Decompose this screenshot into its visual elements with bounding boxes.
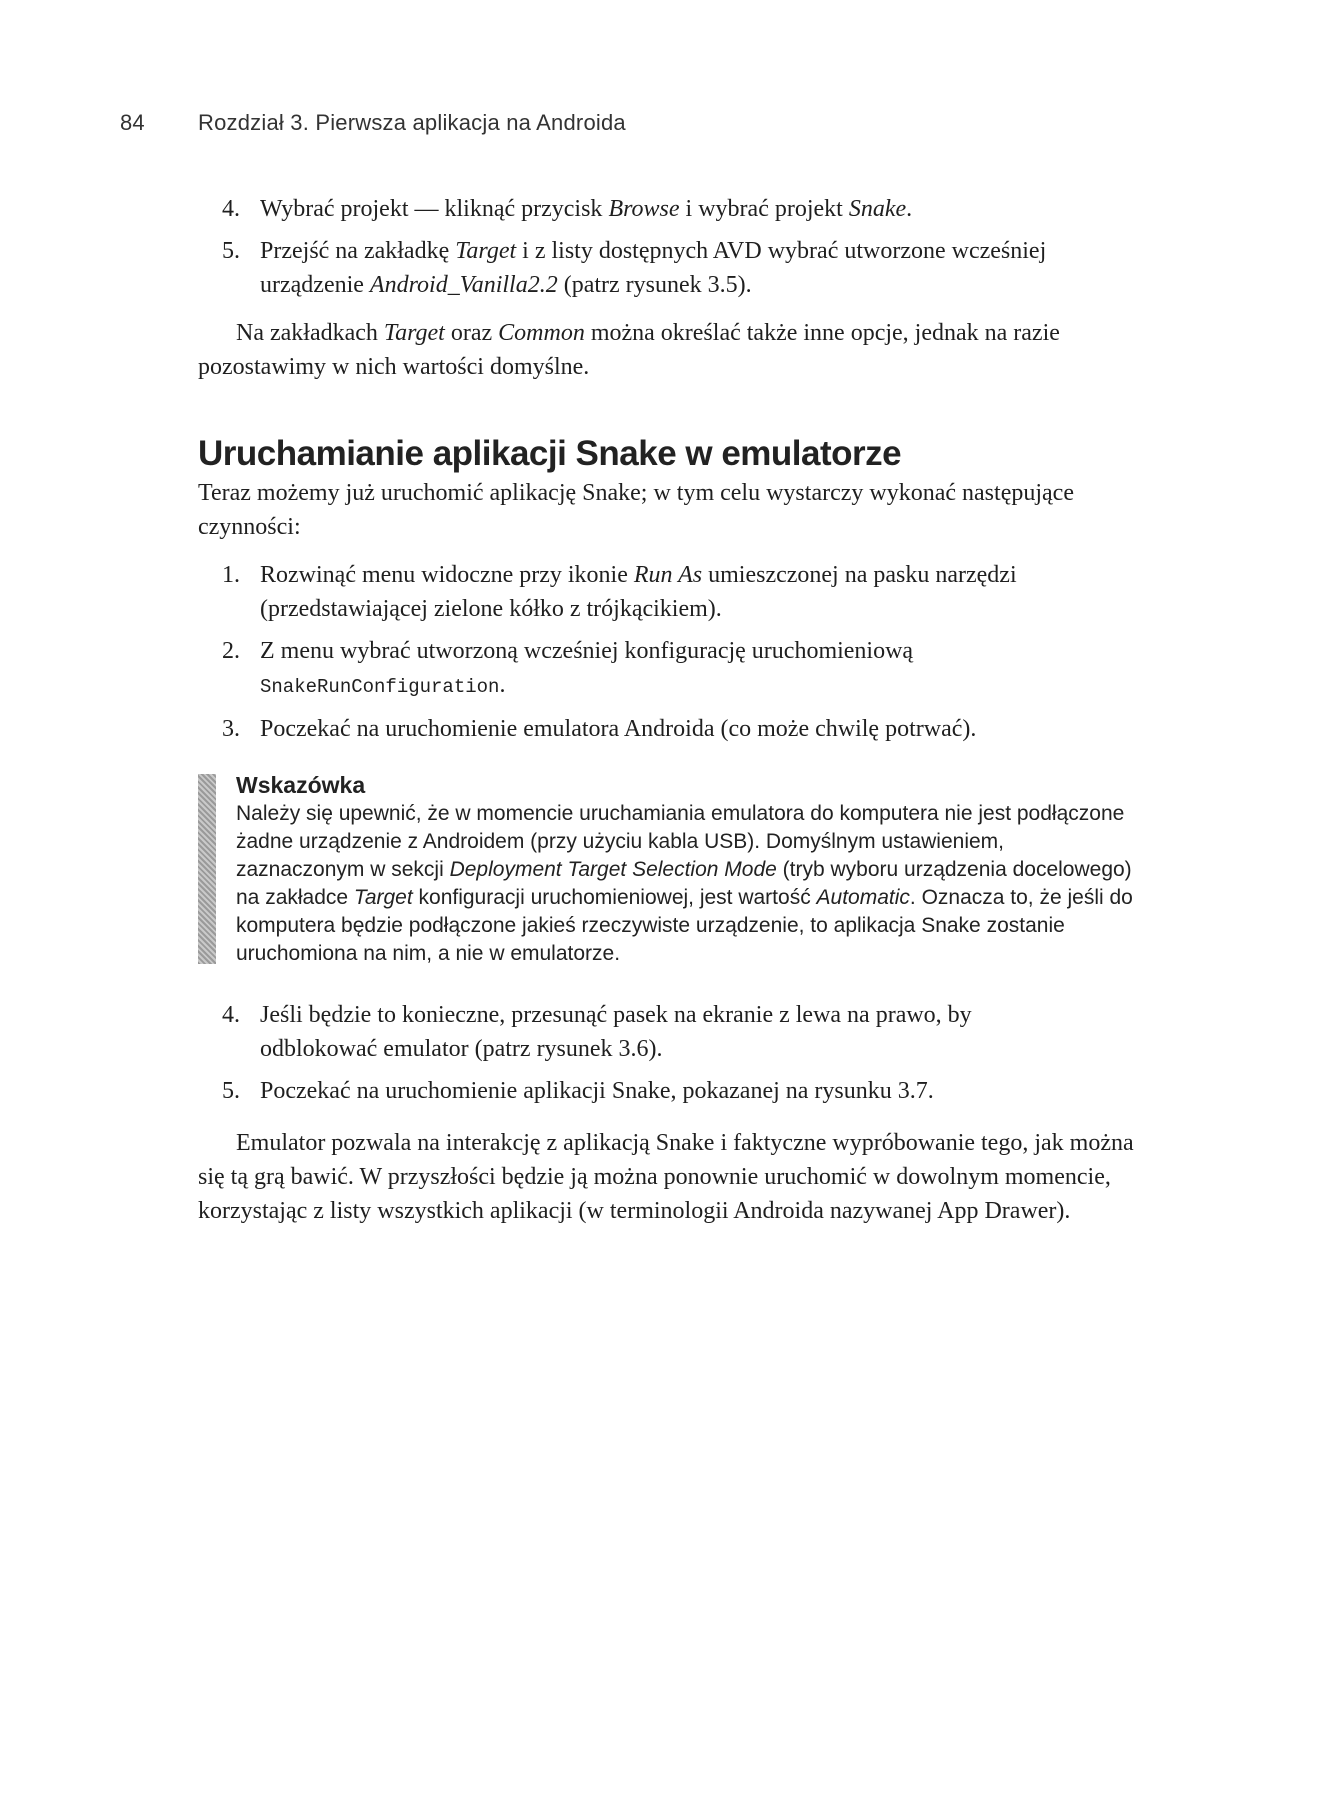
list-item-a4: 4. Wybrać projekt — kliknąć przycisk Browse i wybrać projekt Snake.: [222, 196, 913, 222]
page-number: 84: [120, 110, 145, 135]
paragraph-target-common: Na zakładkach Target oraz Common można określać także inne opcje, jednak na razie pozostawimy w nich wartości domyślne.: [198, 320, 1060, 380]
code-config-name: SnakeRunConfiguration: [260, 676, 500, 698]
paragraph-emulator: Emulator pozwala na interakcję z aplikacją Snake i faktyczne wypróbowanie tego, jak można się tą grą bawić. W przyszłości będzie ją można ponownie uruchomić w dowolnym momencie, korzystając z listy wszystkich aplikacji (w terminologii Androida nazywanej App Drawer).: [198, 1130, 1134, 1224]
list-item-b3: 3. Poczekać na uruchomienie emulatora Androida (co może chwilę potrwać).: [222, 716, 977, 742]
tip-body: Należy się upewnić, że w momencie uruchamiania emulatora do komputera nie jest podłączone żadne urządzenie z Androidem (przy użyciu kabla USB). Domyślnym ustawieniem, zaznaczonym w sekcji Deployment Target Selection Mode (tryb wyboru urządzenia docelowego) na zakładce Target konfiguracji uruchomieniowej, jest wartość Automatic. Oznacza to, że jeśli do komputera będzie podłączone jakieś rzeczywiste urządzenie, to aplikacja Snake zostanie uruchomiona na nim, a nie w emulatorze.: [236, 802, 1133, 965]
tip-box: [198, 770, 1136, 968]
chapter-title: Rozdział 3. Pierwsza aplikacja na Androida: [198, 110, 626, 135]
list-item-b1: 1. Rozwinąć menu widoczne przy ikonie Run As umieszczonej na pasku narzędzi (przedstawiającej zielone kółko z trójkącikiem).: [222, 562, 1017, 622]
list-item-b2: 2. Z menu wybrać utworzoną wcześniej konfigurację uruchomieniową SnakeRunConfiguration.: [222, 638, 914, 698]
list-item-c4: 4. Jeśli będzie to konieczne, przesunąć pasek na ekranie z lewa na prawo, by odblokować emulator (patrz rysunek 3.6).: [222, 1002, 972, 1062]
list-item-c5: 5. Poczekać na uruchomienie aplikacji Snake, pokazanej na rysunku 3.7.: [222, 1078, 934, 1104]
section-heading: Uruchamianie aplikacji Snake w emulatorze: [198, 434, 902, 473]
tip-title: Wskazówka: [236, 772, 366, 798]
running-header: [120, 110, 626, 136]
page-content: [198, 192, 1158, 1228]
paragraph-intro: Teraz możemy już uruchomić aplikację Snake; w tym celu wystarczy wykonać następujące czynności:: [198, 480, 1074, 540]
list-item-a5: 5. Przejść na zakładkę Target i z listy dostępnych AVD wybrać utworzone wcześniej urządzenie Android_Vanilla2.2 (patrz rysunek 3.5).: [222, 238, 1047, 298]
tip-bar-decoration: [198, 774, 216, 964]
